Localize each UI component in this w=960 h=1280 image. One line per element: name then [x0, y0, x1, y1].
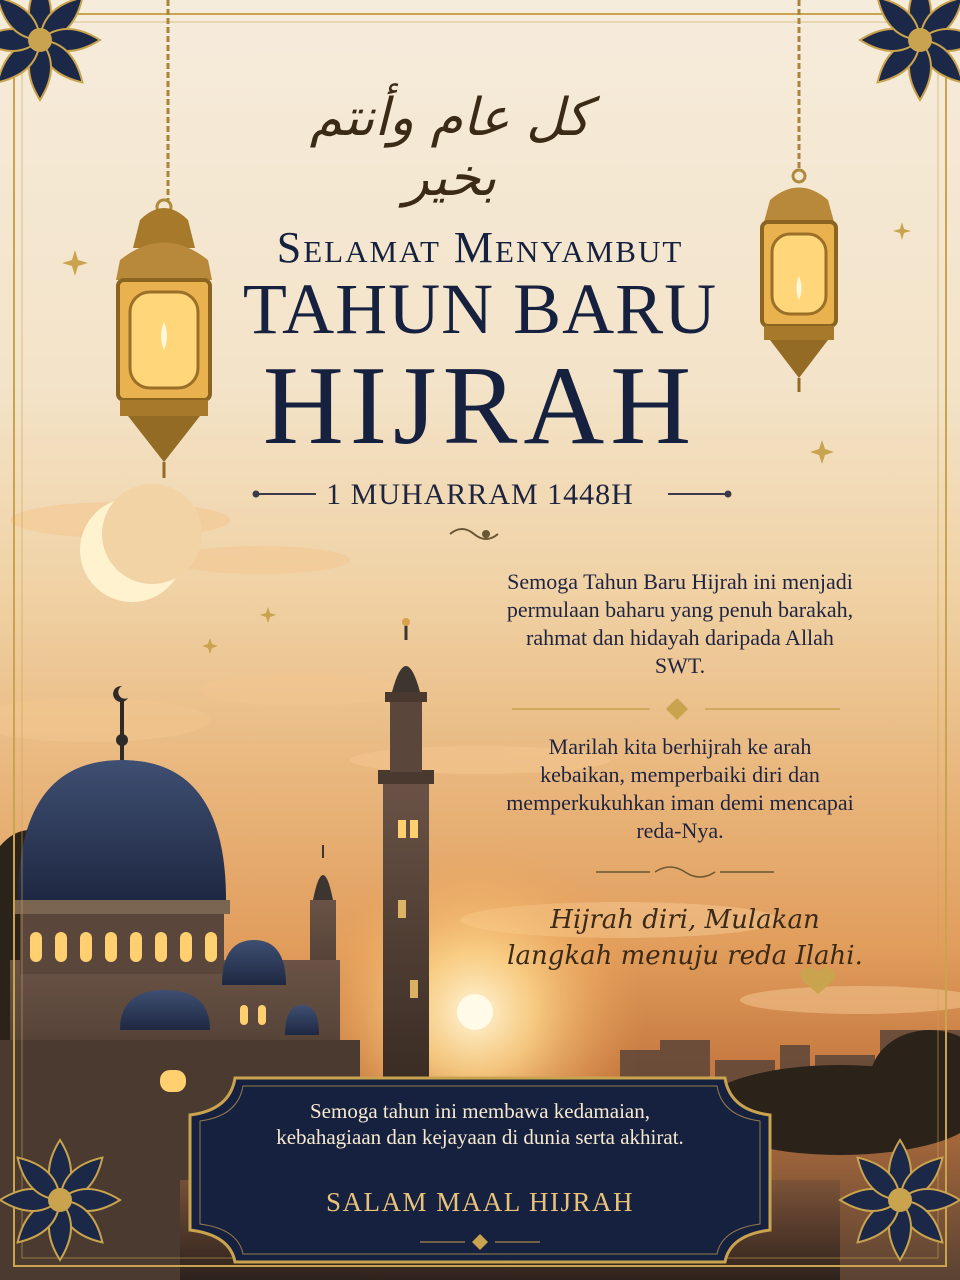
crescent-moon-icon	[80, 484, 202, 602]
floral-corner-icon	[0, 1140, 120, 1260]
title-line2: HIJRAH	[262, 344, 698, 468]
ornament-divider	[450, 529, 498, 539]
paragraph-invitation: Marilah kita berhijrah ke arah kebaikan, memperbaiki diri dan memperkukuhkan iman demi mencapai reda-Nya.	[506, 734, 854, 843]
ornament-divider	[596, 867, 774, 877]
lantern-icon	[762, 0, 836, 392]
quote: Hijrah diri, Mulakan langkah menuju reda Ilahi.	[507, 905, 863, 971]
hijri-date: 1 MUHARRAM 1448H	[326, 478, 634, 511]
banner-greeting: SALAM MAAL HIJRAH	[325, 1187, 634, 1217]
banner-message: Semoga tahun ini membawa kedamaian, kebahagiaan dan kejayaan di dunia serta akhirat.	[276, 1099, 684, 1149]
floral-corner-icon	[840, 1140, 960, 1260]
subtitle: Selamat Menyambut	[276, 223, 684, 272]
sun	[457, 994, 493, 1030]
title-line1: TAHUN BARU	[242, 269, 718, 349]
lantern-icon	[116, 0, 212, 478]
ornament-divider	[512, 699, 840, 719]
arabic-greeting: كل عام وأنتم بخير	[309, 88, 591, 208]
paragraph-blessing: Semoga Tahun Baru Hijrah ini menjadi permulaan baharu yang penuh barakah, rahmat dan hidayah daripada Allah SWT.	[506, 569, 854, 678]
